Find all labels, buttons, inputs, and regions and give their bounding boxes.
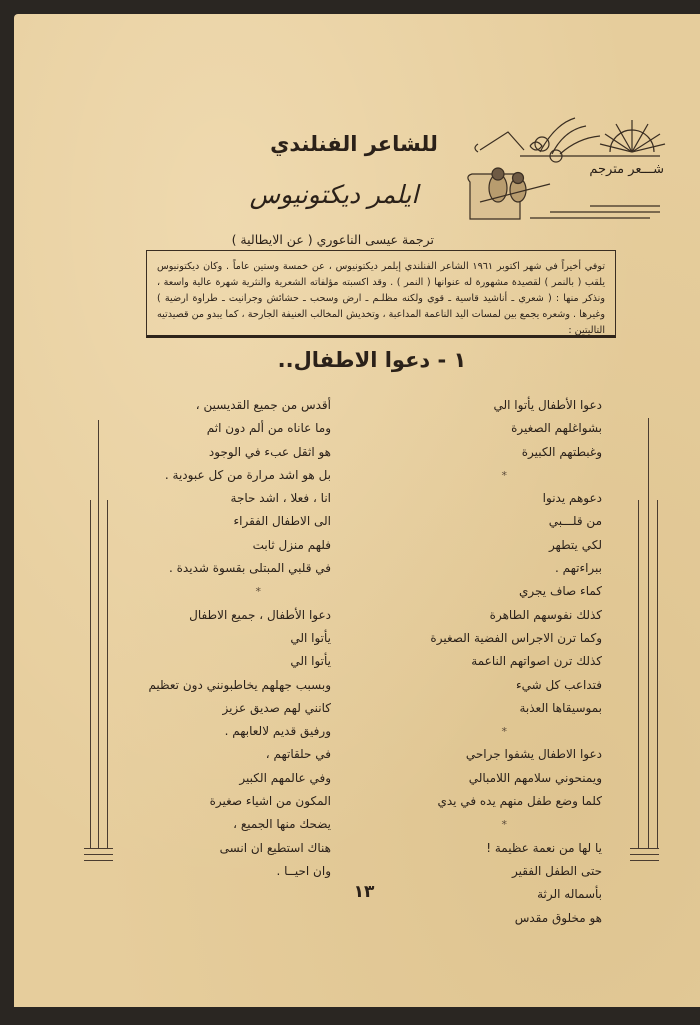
poem-line: حتى الطفل الفقير — [511, 863, 602, 878]
magazine-page — [14, 14, 700, 1007]
stanza-separator: * — [501, 725, 507, 739]
stanza-separator: * — [501, 468, 507, 482]
poem-line: في قلبي المبتلى بقسوة شديدة . — [169, 561, 331, 576]
poem-line: وكما ترن الاجراس الفضية الصغيرة — [430, 630, 602, 645]
poem-line: في حلقاتهم ، — [265, 747, 331, 762]
poem-line: ببراءتهم . — [554, 561, 602, 576]
poem-line: بشواغلهم الصغيرة — [511, 421, 602, 436]
poem-line: هناك استطيع ان انسى — [219, 840, 331, 855]
page-number: ١٣ — [353, 882, 375, 902]
poem-line: كماء صاف يجري — [519, 584, 602, 599]
poem-line: يضحك منها الجميع ، — [233, 817, 331, 832]
poem-line: هو مخلوق مقدس — [514, 910, 602, 925]
poet-name: ايلمر ديكتونيوس — [249, 180, 419, 209]
poem-line: من قلـــبي — [548, 514, 602, 529]
poem-line: لكي يتطهر — [548, 537, 602, 552]
poem-title: ١ - دعوا الاطفال.. — [277, 348, 467, 372]
poem-line: ويمنحوني سلامهم اللامبالي — [468, 770, 602, 785]
intro-text: توفي أخيراً في شهر اكتوبر ١٩٦١ الشاعر الفنلندي إيلمر ديكتونيوس ، عن خمسة وستين عاماً . وكان ديكتونيوس يلقب ( بالنمر ) لقصيدة مشهورة له عنوانها ( النمر ) . وقد اكسبته مؤلفاته الشعرية والنثرية شهرة عالية واسعة ، ونذكر منها : ( شعري ـ أناشيد قاسية ـ قوي ولكنه مظلـم ـ ارض وسحب ـ حشائش وجرانيت ـ طراوة ارضية ) وغيرها . وشعره يجمع بين لمسات اليد الناعمة المداعبة ، وتخديش المخالب العنيفة الجارحة ، كما يبدو من قصيدتيه التاليتين : — [157, 261, 605, 336]
intro-box — [146, 250, 616, 338]
poem-line: فتداعب كل شيء — [515, 677, 602, 692]
poem-line: وبسبب جهلهم يخاطبونني دون تعظيم — [148, 677, 331, 692]
poem-line: هو اثقل عبء في الوجود — [208, 444, 331, 459]
poem-line: بل هو اشد مرارة من كل عبودية . — [164, 467, 331, 482]
poem-line: فلهم منزل ثابت — [252, 537, 331, 552]
poem-line: انا ، فعلا ، اشد حاجة — [230, 491, 331, 506]
poem-line: بموسيقاها العذبة — [519, 700, 602, 715]
poem-line: كانني لهم صديق عزيز — [222, 700, 331, 715]
poem-line: وما عاناه من ألم دون اثم — [206, 421, 331, 436]
poem-line: ورفيق قديم لالعابهم . — [224, 724, 331, 739]
poem-line: كذلك نفوسهم الطاهرة — [489, 607, 602, 622]
poem-column-right — [344, 394, 602, 930]
poem-line: دعوا الأطفال يأتوا الي — [493, 398, 602, 412]
poem-line: وان احيــا . — [276, 863, 331, 878]
section-label: شـــعر مترجم — [589, 162, 664, 177]
poet-heading: للشاعر الفنلندي — [270, 132, 438, 156]
poem-line: الى الاطفال الفقراء — [233, 514, 331, 529]
stanza-separator: * — [255, 585, 261, 599]
poem-line: وفي عالمهم الكبير — [239, 770, 331, 785]
poem-column-left — [134, 394, 331, 883]
poem-line: يأتوا الي — [290, 630, 331, 645]
poem-line: يأتوا الي — [290, 654, 331, 669]
poem-line: دعوهم يدنوا — [542, 491, 602, 506]
poem-line: يا لها من نعمة عظيمة ! — [486, 840, 602, 855]
poem-line: أقدس من جميع القديسين ، — [195, 398, 331, 412]
poem-line: وغبطتهم الكبيرة — [521, 444, 602, 459]
poem-line: المكون من اشياء صغيرة — [209, 794, 331, 809]
poem-line: بأسماله الرثة — [537, 887, 602, 902]
poem-line: كذلك ترن اصواتهم الناعمة — [471, 654, 602, 669]
translator-credit: ترجمة عيسى الناعوري ( عن الايطالية ) — [231, 232, 434, 247]
poem-line: كلما وضع طفل منهم يده في يدي — [437, 794, 602, 809]
poem-line: دعوا الأطفال ، جميع الاطفال — [189, 607, 331, 622]
poem-line: دعوا الاطفال يشفوا جراحي — [465, 747, 602, 762]
stanza-separator: * — [501, 818, 507, 832]
